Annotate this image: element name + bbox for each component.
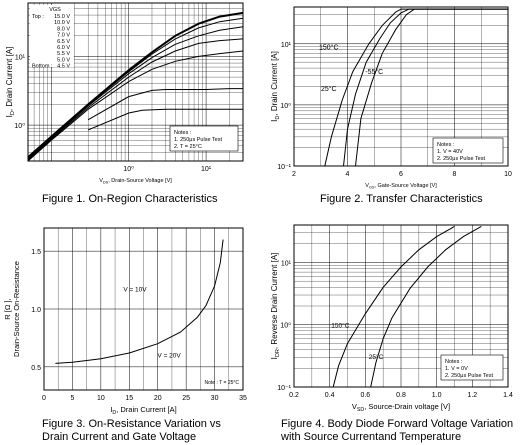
fig1-notes-text: 1. 250μs Pulse Test	[174, 137, 223, 143]
fig3-y-axis-label-line1: R [Ω ],	[3, 298, 12, 320]
fig4-xtick-label: 0.4	[324, 392, 335, 399]
fig1-legend-value: 6.5 V	[57, 38, 70, 45]
fig1-notes-text: 2. T = 25°C	[174, 144, 202, 150]
fig1-ytick-label: 10⁰	[14, 123, 25, 131]
fig2-y-axis-label: $I_D$, Drain Current [A]	[270, 51, 281, 122]
fig4-series-line	[333, 226, 454, 387]
figure-3-title-line2: Drain Current and Gate Voltage	[42, 431, 197, 443]
fig1-legend-value: 5.0 V	[57, 57, 70, 64]
fig1-legend-value: 5.5 V	[57, 51, 70, 58]
fig2-xtick-label: 8	[452, 171, 457, 178]
fig3-xtick-label: 35	[239, 395, 247, 402]
fig2-xtick-label: 4	[345, 171, 350, 178]
fig3-y-axis-label-line2: Drain-Source On-Resistance	[12, 261, 21, 357]
fig2-xtick-label: 2	[292, 171, 296, 178]
fig1-legend-tag: Top :	[32, 14, 44, 20]
fig2-annotation: 25°C	[320, 85, 337, 93]
fig2-xtick-label: 10	[504, 171, 512, 178]
fig4-notes-text: Notes :	[445, 359, 463, 365]
figure-3-panel	[0, 222, 265, 445]
fig2-ytick-label: 10¹	[280, 41, 291, 49]
fig4-ytick-label: 10⁰	[280, 322, 291, 330]
figure-3-title: Figure 3. On-Resistance Variation vs	[42, 418, 221, 430]
fig3-ytick-label: 1.0	[31, 307, 41, 314]
fig3-note: Note : T = 25°C	[204, 380, 239, 386]
fig1-y-axis-label: $I_D$, Drain Current [A]	[5, 46, 16, 118]
fig4-notes-text: 1. V = 0V	[445, 366, 468, 372]
fig4-xtick-label: 1.4	[503, 392, 513, 399]
fig3-xtick-label: 30	[210, 395, 219, 402]
figure-4-chart	[265, 222, 530, 445]
fig4-y-axis-label: $I_{DR}$, Reverse Drain Current [A]	[270, 252, 281, 360]
fig1-legend-value: 7.0 V	[57, 32, 70, 39]
figure-2-chart	[265, 0, 530, 222]
fig2-ytick-label: 10⁻¹	[277, 164, 291, 171]
fig4-x-axis-label: $V_{SD}$, Source-Drain voltage [V]	[351, 402, 451, 413]
fig4-ytick-label: 10⁻¹	[277, 385, 291, 392]
fig1-legend-value: 10.0 V	[54, 20, 70, 27]
fig2-notes-text: Notes :	[437, 142, 455, 148]
figure-2-panel	[265, 0, 530, 222]
fig3-xtick-label: 0	[42, 395, 46, 402]
fig4-xtick-label: 0.8	[396, 392, 406, 399]
fig2-xtick-label: 6	[399, 171, 403, 178]
fig1-x-axis-label: $V_{DS}$, Drain-Source Voltage [V]	[99, 178, 172, 185]
fig3-xtick-label: 10	[96, 395, 105, 402]
fig4-annotation: 150°C	[331, 322, 350, 330]
fig1-xtick-label: 10⁰	[123, 166, 134, 173]
fig1-legend-value: 8.0 V	[57, 26, 70, 33]
fig3-xtick-label: 5	[70, 395, 75, 402]
fig1-legend-value: 15.0 V	[54, 14, 70, 20]
fig4-xtick-label: 0.6	[360, 392, 371, 399]
fig2-notes-text: 2. 250μs Pulse Test	[437, 156, 486, 162]
fig1-ytick-label: 10¹	[14, 54, 25, 62]
fig1-legend-value: 6.0 V	[57, 45, 70, 51]
fig3-xtick-label: 15	[125, 395, 134, 402]
fig1-legend-heading: VGS	[49, 7, 61, 13]
fig3-series-line	[55, 240, 223, 364]
fig3-annotation: V = 10V	[123, 286, 147, 294]
fig2-x-axis-label: $V_{GS}$, Gate-Source Voltage [V]	[365, 183, 437, 190]
fig4-notes-text: 2. 250μs Pulse Test	[445, 373, 494, 379]
fig4-xtick-label: 1.0	[431, 392, 442, 399]
fig2-annotation: 150°C	[319, 44, 339, 52]
fig4-annotation: 25°C	[368, 354, 384, 362]
figure-2-title: Figure 2. Transfer Characteristics	[320, 193, 483, 205]
fig1-legend-tag: Bottom :	[32, 63, 53, 70]
fig1-xtick-label: 10¹	[201, 166, 212, 173]
figure-4-title-line2: with Source Currentand Temperature	[281, 431, 462, 443]
fig1-notes-text: Notes :	[174, 130, 192, 136]
fig4-ytick-label: 10¹	[280, 260, 291, 268]
fig3-ytick-label: 1.5	[31, 249, 41, 257]
fig4-xtick-label: 0.2	[289, 392, 299, 399]
figure-3-chart	[0, 222, 265, 445]
figure-1-chart	[0, 0, 265, 222]
fig3-xtick-label: 20	[153, 395, 162, 402]
figure-1-panel	[0, 0, 265, 222]
fig1-legend-value: 4.5 V	[57, 63, 70, 70]
figure-1-title: Figure 1. On-Region Characteristics	[42, 193, 218, 205]
fig3-annotation: V = 20V	[157, 352, 181, 360]
fig4-xtick-label: 1.2	[467, 392, 478, 399]
fig3-x-axis-label: $I_D$, Drain Current [A]	[110, 405, 177, 416]
fig3-grid	[44, 228, 243, 390]
fig2-notes-text: 1. V = 40V	[437, 149, 463, 155]
figure-4-panel	[265, 222, 530, 445]
fig2-annotation: -55°C	[365, 69, 384, 77]
fig3-xtick-label: 25	[182, 395, 191, 402]
fig2-ytick-label: 10⁰	[280, 102, 291, 110]
figure-4-title: Figure 4. Body Diode Forward Voltage Variation	[281, 418, 514, 430]
fig3-ytick-label: 0.5	[31, 364, 41, 372]
